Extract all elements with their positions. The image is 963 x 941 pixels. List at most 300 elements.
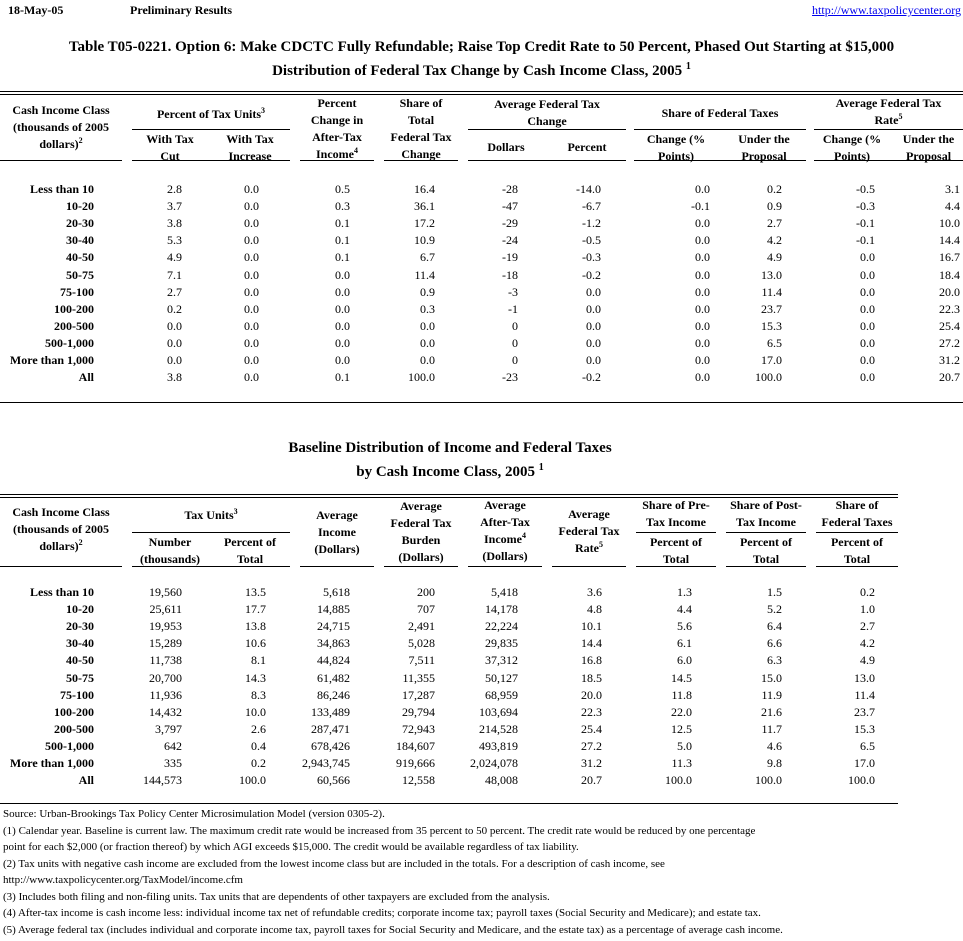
header-rule xyxy=(132,566,290,567)
table-cell: 0.0 xyxy=(695,182,710,196)
table-cell: 0.0 xyxy=(860,353,875,367)
table-cell: 0.3 xyxy=(335,199,350,214)
table-cell: 60,566 xyxy=(317,773,350,788)
table-cell: 0.0 xyxy=(244,182,259,196)
table-cell: 9.8 xyxy=(767,756,782,770)
header-text: Tax Income xyxy=(736,515,796,529)
table-cell: 19,953 xyxy=(149,619,182,634)
header-text: Average Federal Tax xyxy=(494,97,600,111)
table-cell: 20.7 xyxy=(581,773,602,788)
footnote: (5) Average federal tax (includes individual and corporate income tax, payroll taxes for Social Security and Medicare, and the estate tax) as a percentage of average cash income. xyxy=(3,923,783,936)
tpc-website-link[interactable]: http://www.taxpolicycenter.org xyxy=(812,3,961,17)
header-text: Under the xyxy=(902,132,955,146)
header-text: (Dollars) xyxy=(314,542,360,556)
table-cell: 678,426 xyxy=(311,738,350,753)
table-cell: -0.1 xyxy=(856,216,875,231)
header-rule xyxy=(132,160,290,161)
table-cell: 20,700 xyxy=(149,670,182,685)
header-tax-units xyxy=(132,507,290,524)
table-cell: 0.2 xyxy=(860,585,875,599)
table-cell: 0.0 xyxy=(335,267,350,282)
table-cell: 21.6 xyxy=(761,704,782,719)
header-text: Points) xyxy=(658,149,694,163)
header-rule xyxy=(0,566,122,567)
table-cell: 4.4 xyxy=(945,199,960,214)
table-cell: 6.3 xyxy=(767,653,782,668)
table-cell: 0.0 xyxy=(695,353,710,367)
table-cell: 0.0 xyxy=(695,301,710,316)
row-label: 500-1,000 xyxy=(45,335,94,350)
table-cell: 27.2 xyxy=(581,738,602,753)
header-rule xyxy=(816,566,898,567)
table-cell: 0.0 xyxy=(586,353,601,367)
table-cell: 18.4 xyxy=(939,267,960,282)
footnote: (2) Tax units with negative cash income are excluded from the lowest income class but are included in the totals. For a description of cash income, see xyxy=(3,857,665,870)
header-text: Total xyxy=(236,552,264,566)
header-text: Change xyxy=(527,114,567,128)
table-cell: 11,936 xyxy=(149,687,182,702)
table-cell: 6.4 xyxy=(767,619,782,634)
table-cell: 0.0 xyxy=(860,370,875,385)
header-rule xyxy=(634,129,806,130)
table-cell: 22.0 xyxy=(671,704,692,719)
table-cell: 1.5 xyxy=(767,585,782,599)
row-label: 30-40 xyxy=(66,636,94,651)
table-cell: 18.5 xyxy=(581,670,602,685)
row-label: 100-200 xyxy=(54,704,94,719)
report-status: Preliminary Results xyxy=(130,3,233,17)
table-cell: 50,127 xyxy=(485,670,518,685)
table-cell: 20.0 xyxy=(581,687,602,702)
table-cell: 214,528 xyxy=(479,721,518,736)
table-cell: -0.2 xyxy=(582,370,601,385)
header-rule xyxy=(726,532,806,533)
table-cell: 2,024,078 xyxy=(470,756,518,770)
table-cell: 0.9 xyxy=(420,284,435,299)
header-text: Share of xyxy=(399,96,443,110)
table-cell: 0.2 xyxy=(767,182,782,196)
header-text: Share of Pre- xyxy=(642,498,710,512)
table-cell: 14,885 xyxy=(317,602,350,617)
table-cell: 0.0 xyxy=(695,318,710,333)
header-rule xyxy=(132,532,290,533)
table-cell: 0.0 xyxy=(695,216,710,231)
row-label: More than 1,000 xyxy=(9,353,94,367)
table-cell: 14,432 xyxy=(149,704,182,719)
footnote-marker: 4 xyxy=(354,146,358,155)
table-cell: 0.0 xyxy=(244,250,259,265)
table-cell: 25,611 xyxy=(149,602,182,617)
table-cell: 0.0 xyxy=(860,267,875,282)
table-cell: 5.2 xyxy=(767,602,782,617)
row-label: Less than 10 xyxy=(29,585,94,599)
row-label: 20-30 xyxy=(66,216,94,231)
row-label: 75-100 xyxy=(60,687,94,702)
header-rule xyxy=(300,160,374,161)
header-text: Points) xyxy=(834,149,870,163)
table-cell: 0.0 xyxy=(860,284,875,299)
row-label: 50-75 xyxy=(66,670,94,685)
table-cell: 0.0 xyxy=(244,301,259,316)
table-cell: 0.1 xyxy=(335,370,350,385)
table-cell: 0.1 xyxy=(335,250,350,265)
header-text: dollars) xyxy=(39,539,79,553)
table-cell: 0.0 xyxy=(335,284,350,299)
table-cell: 31.2 xyxy=(581,756,602,770)
row-label: 40-50 xyxy=(66,250,94,265)
table-cell: 5.3 xyxy=(167,233,182,248)
table-cell: 14.3 xyxy=(245,670,266,685)
table-cell: 0.0 xyxy=(860,335,875,350)
table-cell: 0.0 xyxy=(244,284,259,299)
row-label: 200-500 xyxy=(54,721,94,736)
header-text: With Tax xyxy=(146,132,194,146)
table-cell: 31.2 xyxy=(939,353,960,367)
table-cell: 0.0 xyxy=(586,318,601,333)
row-label: 40-50 xyxy=(66,653,94,668)
table-cell: 0.0 xyxy=(860,318,875,333)
table-cell: 3.8 xyxy=(167,370,182,385)
table-cell: 0.0 xyxy=(420,335,435,350)
table-cell: 0.0 xyxy=(860,250,875,265)
table2-subtitle-text: by Cash Income Class, 2005 xyxy=(356,464,536,480)
table-cell: 0.0 xyxy=(695,233,710,248)
table-cell: 4.2 xyxy=(860,636,875,651)
table-cell: 17.0 xyxy=(761,353,782,367)
table-cell: 2.7 xyxy=(860,619,875,634)
header-text: Average xyxy=(484,498,526,512)
table-cell: 14.4 xyxy=(581,636,602,651)
table-cell: 1.0 xyxy=(860,602,875,617)
table-cell: 5,028 xyxy=(408,636,435,651)
header-text: After-Tax xyxy=(312,130,362,144)
table-cell: 0 xyxy=(512,353,518,367)
header-rule xyxy=(814,129,963,130)
table-cell: 919,666 xyxy=(396,756,435,770)
table-cell: 0.2 xyxy=(167,301,182,316)
header-share-posttax xyxy=(726,497,806,531)
table-cell: -0.1 xyxy=(856,233,875,248)
header-share-fed-pct xyxy=(816,534,898,568)
table-cell: -47 xyxy=(502,199,518,214)
table-cell: 0.0 xyxy=(335,318,350,333)
header-text: Income xyxy=(484,532,522,546)
table-cell: 0.1 xyxy=(335,233,350,248)
table-cell: 24,715 xyxy=(317,619,350,634)
footnote-marker: 3 xyxy=(261,106,266,115)
footnote-marker: 4 xyxy=(522,531,526,540)
table-cell: -0.3 xyxy=(856,199,875,214)
table-cell: 11.7 xyxy=(761,721,782,736)
header-income-class xyxy=(0,102,122,153)
header-pct-change-aftertax xyxy=(300,95,374,163)
table-cell: 12,558 xyxy=(402,773,435,788)
row-label: Less than 10 xyxy=(29,182,94,196)
table-cell: 5,618 xyxy=(323,585,350,599)
header-avg-tax-change xyxy=(468,96,626,130)
header-rule xyxy=(468,160,626,161)
header-text: Proposal xyxy=(741,149,787,163)
table-cell: 2.7 xyxy=(167,284,182,299)
table-cell: 4.2 xyxy=(767,233,782,248)
header-text: Share of Post- xyxy=(730,498,802,512)
row-label: 500-1,000 xyxy=(45,738,94,753)
table-cell: 5,418 xyxy=(491,585,518,599)
table-cell: 11.9 xyxy=(761,687,782,702)
table-cell: 0.0 xyxy=(244,233,259,248)
table-cell: 29,835 xyxy=(485,636,518,651)
footnote-marker: 2 xyxy=(78,538,83,547)
header-avg-tax-burden xyxy=(384,498,458,566)
header-rule xyxy=(384,566,458,567)
row-label: 30-40 xyxy=(66,233,94,248)
table-cell: 7,511 xyxy=(408,653,435,668)
table-cell: 10.6 xyxy=(245,636,266,651)
source-note: Source: Urban-Brookings Tax Policy Center Microsimulation Model (version 0305-2). xyxy=(3,808,385,820)
header-text: Rate xyxy=(575,541,599,555)
header-text: Cash Income Class xyxy=(12,103,110,117)
header-rule xyxy=(384,160,458,161)
table-cell: 15.3 xyxy=(761,318,782,333)
header-text: Change xyxy=(401,147,441,161)
footnote-marker: 1 xyxy=(538,462,544,473)
header-text: (thousands) xyxy=(139,552,201,566)
table-cell: 4.9 xyxy=(860,653,875,668)
table-cell: -29 xyxy=(502,216,518,231)
table-cell: 15.3 xyxy=(854,721,875,736)
table1-bottom-rule xyxy=(0,402,963,403)
header-rule xyxy=(636,532,716,533)
header-text: Federal Tax xyxy=(390,516,452,530)
table-cell: 0.0 xyxy=(860,301,875,316)
row-label: 75-100 xyxy=(60,284,94,299)
table-cell: 0.0 xyxy=(335,301,350,316)
header-rule xyxy=(816,532,898,533)
row-label: More than 1,000 xyxy=(9,756,94,770)
header-text: (Dollars) xyxy=(398,550,444,564)
footnote-marker: 1 xyxy=(685,61,691,72)
table-cell: 10.1 xyxy=(581,619,602,634)
table2-subtitle xyxy=(0,458,900,482)
table-cell: -23 xyxy=(502,370,518,385)
table-cell: 4.9 xyxy=(767,250,782,265)
row-label: 200-500 xyxy=(54,318,94,333)
header-text: Change (% xyxy=(646,132,706,146)
header-text: Number xyxy=(148,535,192,549)
table-cell: 707 xyxy=(417,602,435,617)
row-label: All xyxy=(78,370,94,385)
header-text: Under the xyxy=(738,132,790,146)
table-cell: 16.4 xyxy=(414,182,435,196)
report-date: 18-May-05 xyxy=(8,3,64,17)
table-cell: 0 xyxy=(512,335,518,350)
table-cell: 17.7 xyxy=(245,602,266,617)
table-cell: 4.4 xyxy=(677,602,692,617)
table-cell: 16.8 xyxy=(581,653,602,668)
header-text: dollars) xyxy=(39,137,79,151)
table-cell: 0.0 xyxy=(420,353,435,367)
table-cell: 5.6 xyxy=(677,619,692,634)
table-cell: 23.7 xyxy=(761,301,782,316)
table-cell: 4.9 xyxy=(167,250,182,265)
header-text: Percent of xyxy=(830,535,884,549)
table-cell: 0.1 xyxy=(335,216,350,231)
header-text: Burden xyxy=(401,533,441,547)
table-cell: 100.0 xyxy=(755,370,782,385)
table-cell: 25.4 xyxy=(939,318,960,333)
header-text: Proposal xyxy=(905,149,952,163)
table1-title: Table T05-0221. Option 6: Make CDCTC Fully Refundable; Raise Top Credit Rate to 50 Percent, Phased Out Starting at $15,000 xyxy=(68,39,895,55)
header-share-posttax-pct xyxy=(726,534,806,568)
table-cell: 14.5 xyxy=(671,670,692,685)
header-text xyxy=(0,538,122,555)
table-cell: 22.3 xyxy=(939,301,960,316)
table-cell: 13.0 xyxy=(761,267,782,282)
table2-bottom-rule xyxy=(0,803,898,804)
header-text: Federal Tax xyxy=(390,130,452,144)
table-cell: 0.0 xyxy=(586,284,601,299)
table-cell: 2,491 xyxy=(408,619,435,634)
table-cell: 19,560 xyxy=(149,585,182,599)
footnote: (3) Includes both filing and non-filing units. Tax units that are dependents of other taxpayers are excluded from the analysis. xyxy=(3,890,550,903)
table-cell: 3.1 xyxy=(945,182,960,196)
footnote-marker: 2 xyxy=(78,136,83,145)
header-text xyxy=(552,540,626,557)
header-text: Federal Tax xyxy=(558,524,620,538)
table-cell: 22.3 xyxy=(581,704,602,719)
table-cell: 11.4 xyxy=(761,284,782,299)
table-cell: 0.3 xyxy=(420,301,435,316)
table-cell: 100.0 xyxy=(848,773,875,788)
header-text: Rate xyxy=(874,113,899,127)
header-text: Percent of xyxy=(223,535,277,549)
table-cell: 100.0 xyxy=(408,370,435,385)
header-text: Change in xyxy=(310,113,364,127)
table2-title: Baseline Distribution of Income and Federal Taxes xyxy=(288,440,612,456)
table-cell: 0.4 xyxy=(251,738,266,753)
table-cell: 5.0 xyxy=(677,738,692,753)
header-text: Percent of Tax Units xyxy=(156,107,262,121)
header-text: (thousands of 2005 xyxy=(12,522,110,536)
table-cell: 37,312 xyxy=(485,653,518,668)
footnote: (4) After-tax income is cash income less: individual income tax net of refundable credits; corporate income tax; payroll taxes (Social Security and Medicare); and estate tax. xyxy=(3,907,761,919)
table-cell: -1.2 xyxy=(582,216,601,231)
header-rule xyxy=(300,566,374,567)
header-share-fed-taxes xyxy=(816,497,898,531)
header-text: Tax Income xyxy=(646,515,706,529)
table-cell: 34,863 xyxy=(317,636,350,651)
table-cell: 44,824 xyxy=(317,653,350,668)
table-cell: 22,224 xyxy=(485,619,518,634)
table-cell: 0.0 xyxy=(586,335,601,350)
header-rule xyxy=(634,160,806,161)
table1-subtitle-text: Distribution of Federal Tax Change by Cash Income Class, 2005 xyxy=(272,63,683,79)
header-rule xyxy=(468,566,542,567)
table-cell: 0.0 xyxy=(244,318,259,333)
row-label: 10-20 xyxy=(66,602,94,617)
table-cell: -0.1 xyxy=(691,199,710,214)
header-text: Income xyxy=(316,147,354,161)
header-share-total-change xyxy=(384,95,458,163)
footnote: http://www.taxpolicycenter.org/TaxModel/income.cfm xyxy=(3,874,243,886)
table-cell: 11,355 xyxy=(402,670,435,685)
table-cell: 0.0 xyxy=(335,353,350,367)
table-cell: 0.0 xyxy=(244,267,259,282)
table-cell: 13.5 xyxy=(245,585,266,599)
table-cell: 8.3 xyxy=(251,687,266,702)
header-percent-of-total xyxy=(210,534,290,568)
table-cell: -0.3 xyxy=(582,250,601,265)
row-label: All xyxy=(78,773,94,788)
header-avg-aftertax-income xyxy=(468,497,542,565)
header-rule xyxy=(636,566,716,567)
table-cell: 6.1 xyxy=(677,636,692,651)
header-avg-fed-tax-rate xyxy=(552,506,626,557)
header-text xyxy=(814,112,963,129)
table-cell: 10.9 xyxy=(414,233,435,248)
header-rule xyxy=(814,160,963,161)
header-rule xyxy=(726,566,806,567)
table-cell: 2,943,745 xyxy=(302,756,350,770)
header-text: Total xyxy=(752,552,780,566)
table-cell: 0.0 xyxy=(244,216,259,231)
table-cell: 2.6 xyxy=(251,721,266,736)
header-text: Total xyxy=(407,113,435,127)
footnote-marker: 5 xyxy=(599,540,603,549)
header-number xyxy=(132,534,208,568)
table-cell: 0.5 xyxy=(335,182,350,196)
header-text: Increase xyxy=(228,149,272,163)
header-dollars: Dollars xyxy=(487,140,525,154)
header-text: Percent xyxy=(317,96,357,110)
header-avg-income xyxy=(300,507,374,558)
table-cell: 11.4 xyxy=(854,687,875,702)
table-cell: -19 xyxy=(502,250,518,265)
table-cell: 11.3 xyxy=(671,756,692,770)
table-cell: 100.0 xyxy=(239,773,266,788)
header-percent: Percent xyxy=(567,140,607,154)
table-cell: 133,489 xyxy=(311,704,350,719)
header-text: Percent of xyxy=(739,535,793,549)
table-cell: 17,287 xyxy=(402,687,435,702)
table-cell: 4.6 xyxy=(767,738,782,753)
table-cell: -24 xyxy=(502,233,518,248)
header-text: Total xyxy=(843,552,871,566)
table-cell: 0.0 xyxy=(586,301,601,316)
table-cell: -0.5 xyxy=(856,182,875,196)
table-cell: -3 xyxy=(508,284,518,299)
row-label: 20-30 xyxy=(66,619,94,634)
table-cell: -14.0 xyxy=(576,182,601,196)
header-text: Change (% xyxy=(822,132,882,146)
table-cell: 100.0 xyxy=(755,773,782,788)
table-cell: 0.0 xyxy=(244,335,259,350)
table-cell: 11.8 xyxy=(671,687,692,702)
table-cell: 2.7 xyxy=(767,216,782,231)
table-cell: 12.5 xyxy=(671,721,692,736)
table-cell: 20.7 xyxy=(939,370,960,385)
table-cell: 7.1 xyxy=(167,267,182,282)
table-cell: 1.3 xyxy=(677,585,692,599)
table-cell: 27.2 xyxy=(939,335,960,350)
header-income-class xyxy=(0,504,122,555)
table-cell: 17.0 xyxy=(854,756,875,770)
table-cell: 0.0 xyxy=(167,318,182,333)
table-cell: 103,694 xyxy=(479,704,518,719)
table-cell: 8.1 xyxy=(251,653,266,668)
table-cell: -6.7 xyxy=(582,199,601,214)
table-cell: 335 xyxy=(164,756,182,770)
